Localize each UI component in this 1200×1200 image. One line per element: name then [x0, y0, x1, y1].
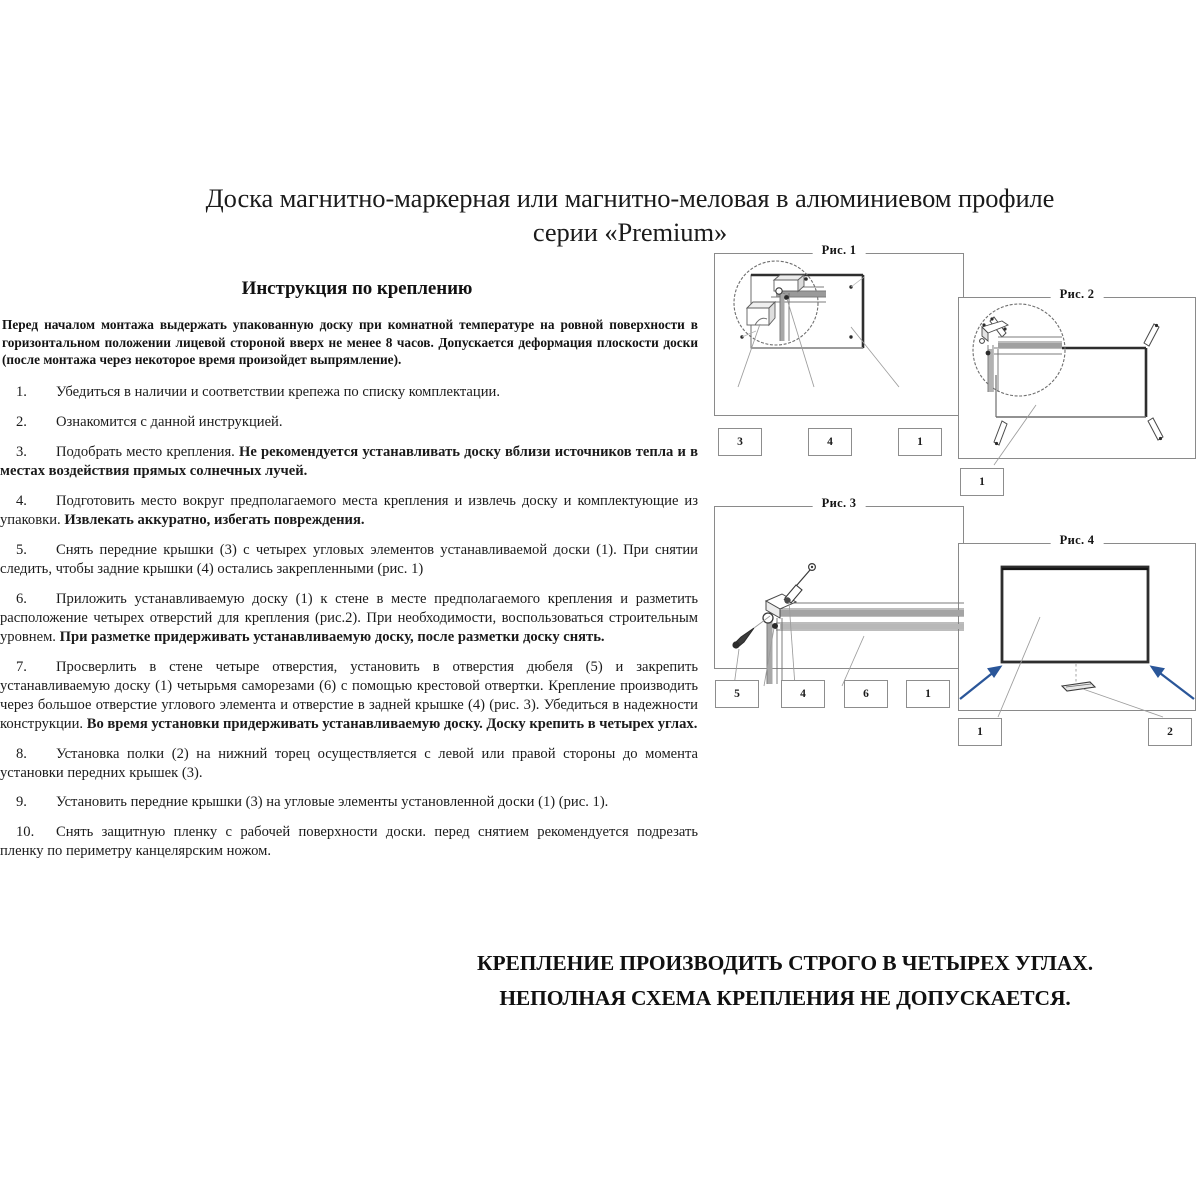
- step-number: 7.: [16, 658, 27, 675]
- figure-2-callout: 1: [960, 468, 1004, 496]
- warning-line-2: НЕПОЛНАЯ СХЕМА КРЕПЛЕНИЯ НЕ ДОПУСКАЕТСЯ.: [499, 985, 1071, 1010]
- step-text: Подготовить место вокруг предполагаемого места крепления и извлечь доску и комплектующие из упаковки.: [0, 492, 698, 528]
- figure-1-callout: 3: [718, 428, 762, 456]
- step-number: 1.: [16, 384, 27, 401]
- figure-1-drawing: [714, 253, 964, 416]
- step-item: [0, 413, 700, 432]
- step-number: 5.: [16, 541, 27, 558]
- instructions-column: [0, 278, 700, 872]
- figure-1-label: Рис. 1: [813, 243, 866, 258]
- figure-2-label: Рис. 2: [1051, 287, 1104, 302]
- page-title-line1: Доска магнитно-маркерная или магнитно-меловая в алюминиевом профиле: [205, 183, 1055, 213]
- step-item: [0, 443, 700, 481]
- figure-3-drawing: [714, 506, 964, 669]
- figure-3-callout: 5: [715, 680, 759, 708]
- step-text: Просверлить в стене четыре отверстия, установить в отверстия дюбеля (5) и закрепить устанавливаемую доску (1) четырьмя саморезами (6) с помощью крестовой отвертки. Крепление производить через большое отверстие углового элемента и отверстие в задней крышке (4) (рис. 3). Убедиться в надежности конструкции.: [0, 658, 698, 732]
- step-text: Убедиться в наличии и соответствии крепежа по списку комплектации.: [56, 384, 500, 401]
- figure-panel-3: [714, 496, 964, 669]
- figure-3-callout: 6: [844, 680, 888, 708]
- step-text: Приложить устанавливаемую доску (1) к стене в месте предполагаемого крепления и разметить расположение четырех отверстий для крепления (рис.2). При необходимости, воспользоваться строительным уровнем.: [0, 590, 698, 645]
- figure-3-label: Рис. 3: [813, 496, 866, 511]
- step-number: 3.: [16, 443, 27, 460]
- step-text-bold: При разметке придерживать устанавливаемую доску, после разметки доску снять.: [59, 628, 605, 645]
- step-item: [0, 823, 700, 861]
- step-item: [0, 658, 700, 734]
- intro-paragraph: Перед началом монтажа выдержать упакованную доску при комнатной температуре на ровной поверхности в горизонтальном положении лицевой стороной вверх не менее 8 часов. Допускается деформация плоскости доски (после монтажа через некоторое время произойдет выпрямление).: [2, 317, 698, 368]
- step-text: Подобрать место крепления.: [56, 443, 240, 460]
- figure-1-callout: 1: [898, 428, 942, 456]
- step-text-bold: Извлекать аккуратно, избегать повреждения.: [64, 511, 365, 528]
- step-text-bold: Не рекомендуется устанавливать доску вблизи источников тепла и в местах воздействия прямых солнечных лучей.: [0, 443, 698, 479]
- figure-panel-2: [958, 287, 1196, 459]
- figure-4-label: Рис. 4: [1051, 533, 1104, 548]
- step-item: [0, 590, 700, 647]
- step-text: Установка полки (2) на нижний торец осуществляется с левой или правой стороны до момента установки передних крышек (3).: [0, 745, 698, 781]
- figure-4-drawing: [958, 543, 1196, 711]
- step-item: [0, 383, 700, 402]
- step-number: 9.: [16, 794, 27, 811]
- figure-1-callout: 4: [808, 428, 852, 456]
- step-number: 6.: [16, 590, 27, 607]
- figure-4-callout: 2: [1148, 718, 1192, 746]
- figure-panel-4: [958, 533, 1196, 711]
- step-item: [0, 492, 700, 530]
- warning-line-1: КРЕПЛЕНИЕ ПРОИЗВОДИТЬ СТРОГО В ЧЕТЫРЕХ УГЛАХ.: [477, 951, 1093, 975]
- step-text: Установить передние крышки (3) на угловые элементы установленной доски (1) (рис. 1).: [56, 794, 609, 811]
- step-text: Ознакомится с данной инструкцией.: [56, 413, 283, 430]
- figure-2-drawing: [958, 297, 1196, 459]
- step-number: 10.: [16, 824, 35, 841]
- step-text: Снять передние крышки (3) с четырех угловых элементов устанавливаемой доски (1). При снятии следить, чтобы задние крышки (4) остались закрепленными (рис. 1): [0, 541, 698, 577]
- figure-panel-1: [714, 243, 964, 416]
- step-number: 2.: [16, 413, 27, 430]
- step-text: Снять защитную пленку с рабочей поверхности доски. перед снятием рекомендуется подрезать пленку по периметру канцелярским ножом.: [0, 824, 698, 860]
- step-item: [0, 793, 700, 812]
- figure-4-callout: 1: [958, 718, 1002, 746]
- step-number: 4.: [16, 492, 27, 509]
- figures-area: [700, 240, 1200, 800]
- step-item: [0, 745, 700, 783]
- figure-3-callout: 4: [781, 680, 825, 708]
- step-item: [0, 541, 700, 579]
- instructions-heading: Инструкция по креплению: [241, 278, 473, 299]
- warning-text: [370, 946, 1200, 1016]
- page-title-line2: серии «Premium»: [532, 216, 728, 247]
- step-number: 8.: [16, 745, 27, 762]
- step-text-bold: Во время установки придерживать устанавливаемую доску. Доску крепить в четырех углах.: [86, 715, 698, 732]
- figure-3-callout: 1: [906, 680, 950, 708]
